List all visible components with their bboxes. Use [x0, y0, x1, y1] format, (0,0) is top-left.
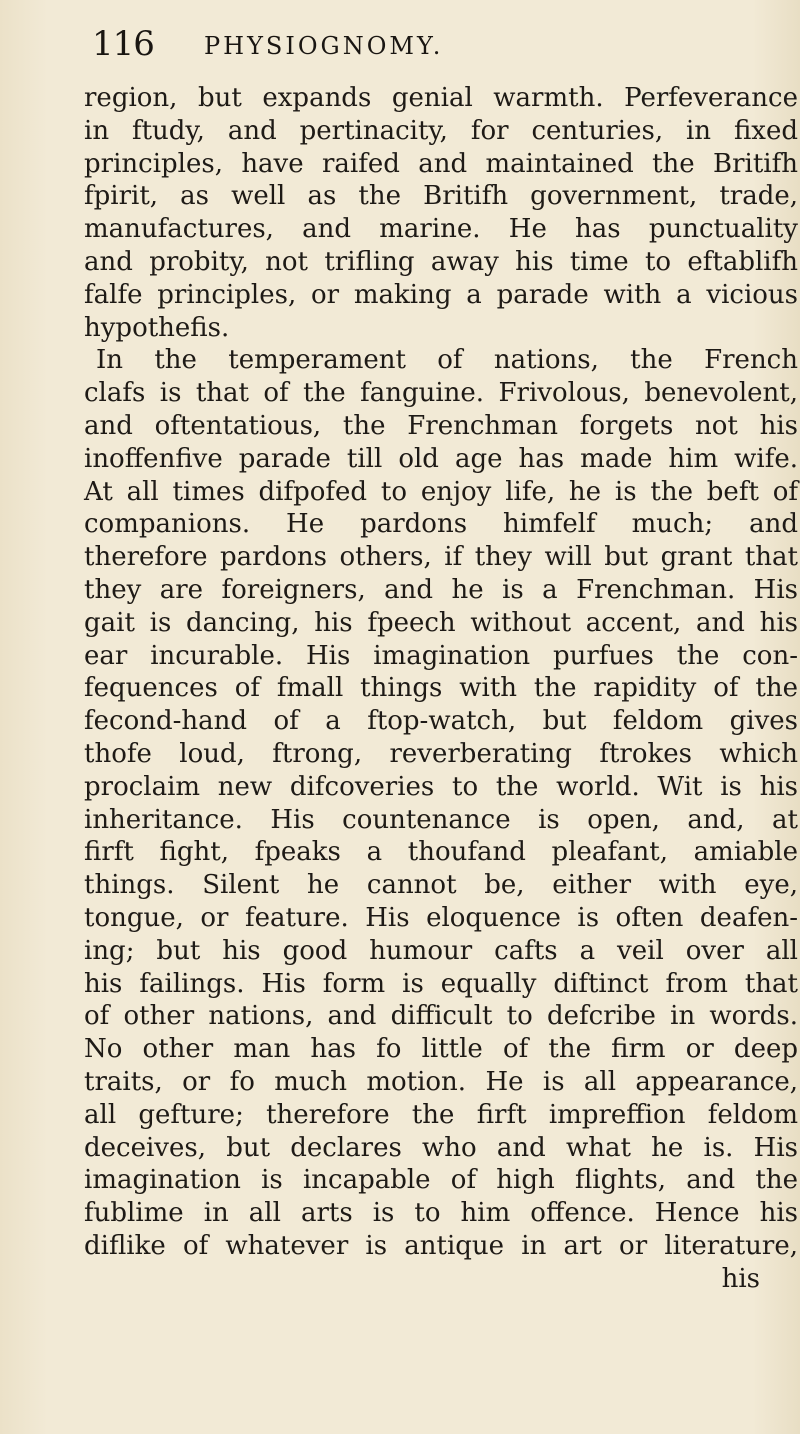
text-line: companions. He pardons himfelf much; and — [84, 509, 798, 540]
text-line: firft fight, fpeaks a thoufand pleafant, amiable — [84, 837, 798, 868]
text-line: manufactures, and marine. He has punctuality — [84, 214, 798, 245]
text-line: ear incurable. His imagination purfues the con- — [84, 640, 798, 671]
text-line: thofe loud, ftrong, reverberating ftrokes which — [84, 738, 798, 769]
text-line: inheritance. His countenance is open, and, at — [84, 804, 798, 835]
running-title: PHYSIOGNOMY. — [204, 32, 444, 60]
text-line: therefore pardons others, if they will but grant that — [84, 542, 798, 573]
text-line: fpirit, as well as the Britifh government, trade, — [84, 181, 798, 212]
text-line: and probity, not trifling away his time to eftablifh — [84, 246, 798, 277]
text-line: his failings. His form is equally diftinct from that — [84, 968, 798, 999]
text-line: of other nations, and difficult to defcribe in words. — [84, 1001, 798, 1032]
text-line: ing; but his good humour cafts a veil over all — [84, 935, 798, 966]
text-line: all gefture; therefore the firft impreffion feldom — [84, 1099, 798, 1130]
text-line: fublime in all arts is to him offence. Hence his — [84, 1198, 798, 1229]
text-line: traits, or fo much motion. He is all appearance, — [84, 1066, 798, 1097]
text-line: deceives, but declares who and what he is. His — [84, 1132, 798, 1163]
text-line: At all times difpofed to enjoy life, he is the beft of — [84, 476, 798, 507]
text-line: gait is dancing, his fpeech without accent, and his — [84, 607, 798, 638]
text-line: imagination is incapable of high flights, and the — [84, 1165, 798, 1196]
text-line: In the temperament of nations, the French — [96, 345, 798, 376]
catchword: his — [721, 1263, 760, 1294]
text-line: in ftudy, and pertinacity, for centuries, in fixed — [84, 115, 798, 146]
text-line: hypothefis. — [84, 312, 230, 343]
text-line: fecond-hand of a ftop-watch, but feldom gives — [84, 706, 798, 737]
page-header — [92, 22, 772, 72]
text-line: and oftentatious, the Frenchman forgets not his — [84, 410, 798, 441]
text-line: region, but expands genial warmth. Perfeverance — [84, 83, 798, 113]
text-line: inoffenfive parade till old age has made him wife. — [84, 443, 798, 474]
body-text — [84, 82, 798, 1295]
page-number: 116 — [92, 24, 154, 64]
text-line: falfe principles, or making a parade with a vicious — [84, 279, 798, 310]
text-line: they are foreigners, and he is a Frenchman. His — [84, 574, 798, 605]
text-line: No other man has fo little of the firm or deep — [84, 1034, 798, 1065]
text-line: tongue, or feature. His eloquence is often deafen- — [84, 902, 798, 933]
text-line: principles, have raifed and maintained the Britifh — [84, 148, 798, 179]
text-line: things. Silent he cannot be, either with eye, — [84, 870, 798, 901]
text-line: clafs is that of the fanguine. Frivolous, benevolent, — [84, 378, 798, 409]
text-line: proclaim new difcoveries to the world. Wit is his — [84, 771, 798, 802]
text-line: diflike of whatever is antique in art or literature, — [84, 1230, 798, 1261]
text-line: fequences of fmall things with the rapidity of the — [84, 673, 798, 704]
